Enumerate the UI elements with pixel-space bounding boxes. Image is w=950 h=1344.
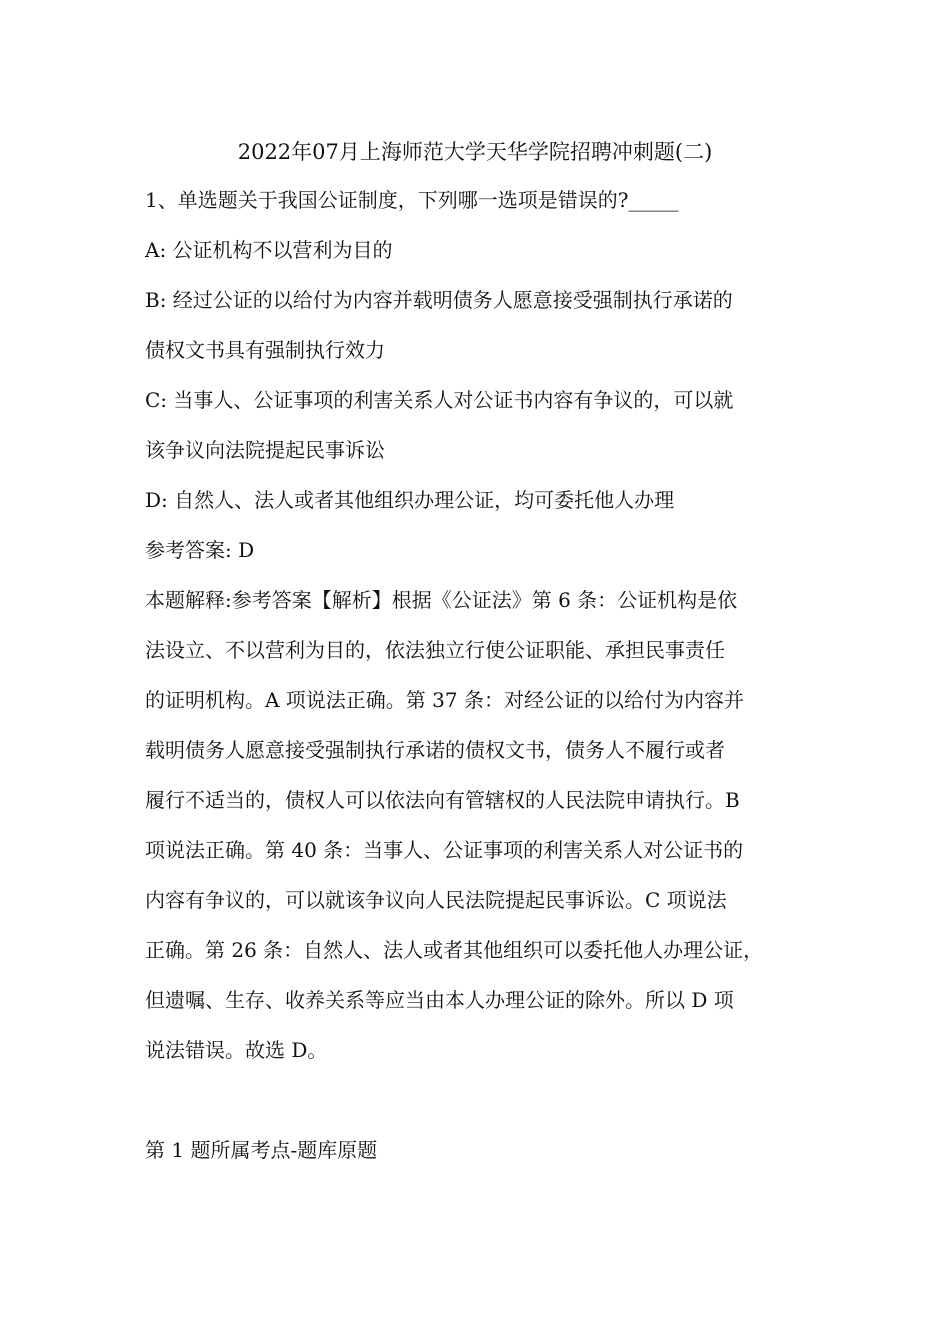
option-b-line-1: B: 经过公证的以给付为内容并载明债务人愿意接受强制执行承诺的	[145, 288, 733, 312]
explanation-line-7: 内容有争议的，可以就该争议向人民法院提起民事诉讼。C 项说法	[145, 888, 727, 912]
explanation-line-2: 法设立、不以营利为目的，依法独立行使公证职能、承担民事责任	[145, 638, 725, 662]
explanation-line-8: 正确。第 26 条：自然人、法人或者其他组织可以委托他人办理公证，	[145, 938, 764, 962]
option-a-line-1: A: 公证机构不以营利为目的	[145, 238, 393, 262]
question-stem: 1、单选题关于我国公证制度，下列哪一选项是错误的?_____	[145, 188, 679, 212]
option-b-line-2: 债权文书具有强制执行效力	[145, 338, 385, 362]
explanation-line-9: 但遗嘱、生存、收养关系等应当由本人办理公证的除外。所以 D 项	[145, 988, 734, 1012]
option-d-line-1: D: 自然人、法人或者其他组织办理公证，均可委托他人办理	[145, 488, 675, 512]
explanation-line-5: 履行不适当的，债权人可以依法向有管辖权的人民法院申请执行。B	[145, 788, 740, 812]
answer-line: 参考答案: D	[145, 538, 255, 562]
explanation-line-6: 项说法正确。第 40 条：当事人、公证事项的利害关系人对公证书的	[145, 838, 744, 862]
explanation-line-1: 本题解释:参考答案【解析】根据《公证法》第 6 条：公证机构是依	[145, 588, 738, 612]
document-title: 2022年07月上海师范大学天华学院招聘冲刺题(二)	[237, 140, 713, 164]
explanation-line-4: 载明债务人愿意接受强制执行承诺的债权文书，债务人不履行或者	[145, 738, 725, 762]
option-c-line-2: 该争议向法院提起民事诉讼	[145, 438, 385, 462]
explanation-line-10: 说法错误。故选 D。	[145, 1038, 328, 1062]
question-block	[145, 182, 825, 1182]
explanation-line-3: 的证明机构。A 项说法正确。第 37 条：对经公证的以给付为内容并	[145, 688, 744, 712]
option-c-line-1: C: 当事人、公证事项的利害关系人对公证书内容有争议的，可以就	[145, 388, 734, 412]
paragraph-spacer	[145, 1082, 825, 1132]
question-footer: 第 1 题所属考点-题库原题	[145, 1138, 378, 1162]
